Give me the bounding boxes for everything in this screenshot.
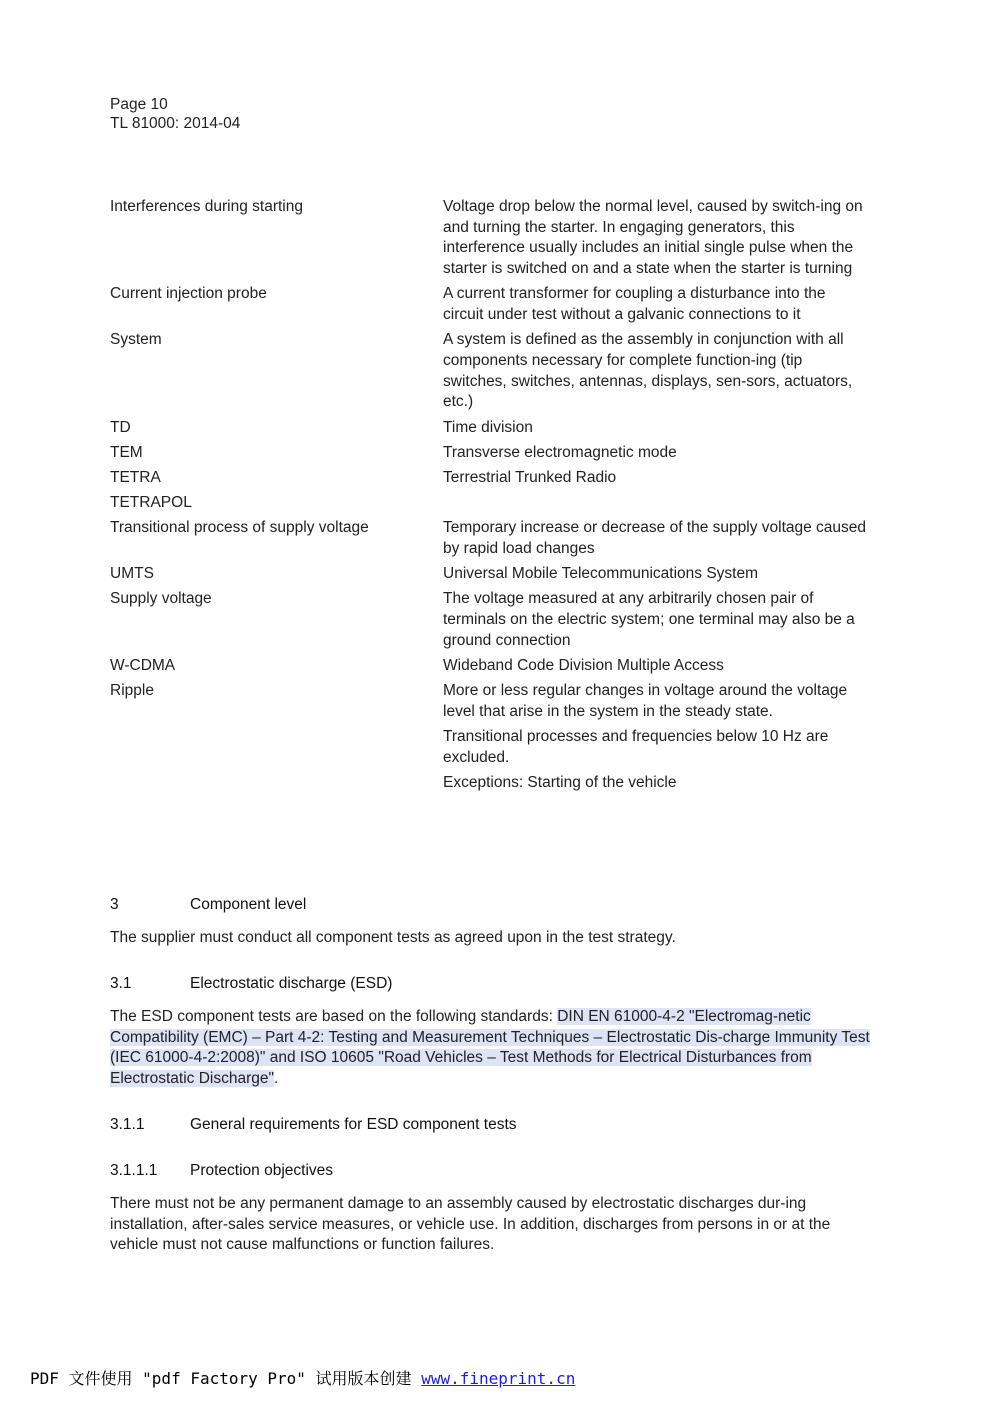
glossary-row [110, 564, 870, 589]
glossary-row [110, 518, 870, 564]
glossary-term: Ripple [110, 682, 154, 700]
glossary-definition [443, 656, 868, 681]
definition-paragraph: Transverse electromagnetic mode [443, 443, 677, 461]
glossary-row [110, 197, 870, 284]
text-lead: The ESD component tests are based on the following standards: [110, 1008, 558, 1025]
section-heading [110, 1115, 870, 1135]
definition-paragraph [443, 493, 868, 514]
glossary-term: TETRA [110, 468, 161, 486]
definition-paragraph: The voltage measured at any arbitrarily chosen pair of terminals on the electric system; one terminal may also be a ground connection [443, 590, 855, 649]
section-heading [110, 974, 870, 994]
glossary-definition [443, 589, 868, 656]
footer-link[interactable]: www.fineprint.cn [421, 1369, 576, 1388]
definition-paragraph: Terrestrial Trunked Radio [443, 468, 617, 486]
glossary-row [110, 468, 870, 493]
definition-paragraph: Exceptions: Starting of the vehicle [443, 774, 677, 792]
definition-paragraph: A current transformer for coupling a disturbance into the circuit under test without a galvanic connections to it [443, 285, 826, 324]
standard-id: TL 81000: 2014-04 [110, 115, 241, 132]
glossary-definition [443, 681, 868, 798]
glossary-row [110, 330, 870, 417]
glossary-row [110, 656, 870, 681]
text-tail: . [274, 1070, 279, 1088]
glossary-definition [443, 330, 868, 417]
section-number: 3.1 [110, 975, 132, 992]
page-header [110, 95, 240, 133]
section-3-1-1-1 [110, 1161, 870, 1256]
section-text: The supplier must conduct all component tests as agreed upon in the test strategy. [110, 929, 676, 946]
highlighted-standards: DIN EN 61000-4-2 "Electromag-netic Compatibility (EMC) – Part 4-2: Testing and Measurement Techniques – Electrostatic Dis-charge Immunity Test (IEC 61000-4-2:2008)" and ISO 10605 "Road Vehicles – Test Methods for Electrical Disturbances from Electrostatic Discharge" [110, 1008, 870, 1088]
glossary-term: UMTS [110, 565, 154, 583]
section-title: Component level [190, 896, 307, 913]
section-number: 3.1.1 [110, 1116, 145, 1133]
glossary-term: Interferences during starting [110, 198, 303, 215]
glossary-definition [443, 564, 868, 589]
glossary-definition [443, 468, 868, 493]
glossary-row [110, 418, 870, 443]
section-3 [110, 895, 870, 949]
section-number: 3 [110, 896, 119, 913]
glossary-row [110, 681, 870, 798]
section-3-1 [110, 974, 870, 1090]
section-3-1-1 [110, 1115, 870, 1135]
section-title: General requirements for ESD component tests [190, 1116, 517, 1133]
definition-paragraph: More or less regular changes in voltage around the voltage level that arise in the system in the steady state. [443, 682, 848, 720]
page-number: Page 10 [110, 96, 168, 113]
definition-paragraph: Wideband Code Division Multiple Access [443, 657, 724, 675]
glossary-term: W-CDMA [110, 657, 176, 675]
glossary-term: Supply voltage [110, 590, 212, 608]
definition-paragraph: Time division [443, 418, 533, 436]
glossary-row [110, 493, 870, 518]
footer-text: PDF 文件使用 "pdf Factory Pro" 试用版本创建 [30, 1369, 422, 1388]
glossary-definition [443, 284, 868, 330]
glossary-term: Current injection probe [110, 285, 267, 303]
glossary-definition [443, 197, 868, 284]
glossary-definition [443, 418, 868, 443]
section-text [110, 1007, 870, 1090]
pdf-footer [30, 1366, 575, 1389]
glossary-term: TETRAPOL [110, 494, 192, 512]
glossary-term: TD [110, 418, 131, 436]
section-number: 3.1.1.1 [110, 1162, 158, 1179]
glossary-definition [443, 493, 868, 518]
section-title: Protection objectives [190, 1162, 334, 1179]
glossary-row [110, 589, 870, 656]
glossary-row [110, 284, 870, 330]
section-text: There must not be any permanent damage to an assembly caused by electrostatic discharges dur-ing installation, after-sales service measures, or vehicle use. In addition, discharges from persons in or at the vehicle must not cause malfunctions or function failures. [110, 1195, 831, 1254]
definition-paragraph: Voltage drop below the normal level, caused by switch-ing on and turning the starter. In engaging generators, this interference usually includes an initial single pulse when the starter is switched on and a state when the starter is turning [443, 198, 863, 278]
glossary-term: TEM [110, 443, 143, 461]
glossary-term: Transitional process of supply voltage [110, 519, 369, 537]
glossary-definition [443, 518, 868, 564]
definition-paragraph: A system is defined as the assembly in conjunction with all components necessary for complete function-ing (tip switches, switches, antennas, displays, sen-sors, actuators, etc.) [443, 331, 853, 411]
definition-paragraph: Universal Mobile Telecommunications System [443, 565, 759, 583]
glossary-row [110, 443, 870, 468]
definition-paragraph: Transitional processes and frequencies below 10 Hz are excluded. [443, 728, 829, 766]
definition-paragraph: Temporary increase or decrease of the supply voltage caused by rapid load changes [443, 519, 867, 558]
section-heading [110, 895, 870, 915]
glossary-term: System [110, 331, 162, 349]
section-heading [110, 1161, 870, 1181]
section-title: Electrostatic discharge (ESD) [190, 975, 393, 992]
glossary-table [110, 197, 870, 798]
glossary-definition [443, 443, 868, 468]
